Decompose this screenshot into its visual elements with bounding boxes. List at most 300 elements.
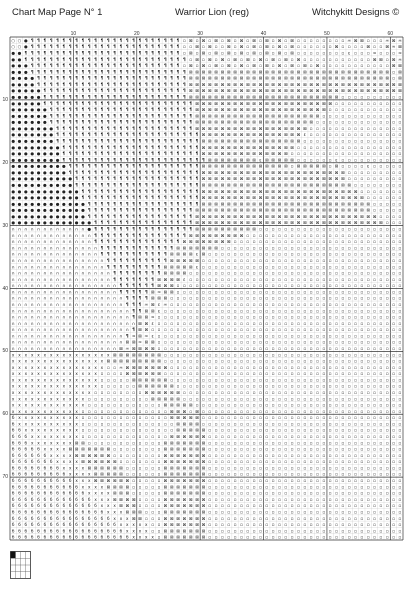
stitch-symbol: x xyxy=(30,371,34,377)
stitch-symbol: ∩ xyxy=(106,314,110,320)
stitch-symbol: ▫ xyxy=(144,478,148,484)
stitch-symbol: ▫ xyxy=(208,434,212,440)
stitch-symbol: ▫ xyxy=(392,270,395,276)
stitch-symbol: ⊠ xyxy=(309,213,313,219)
stitch-symbol: б xyxy=(87,522,91,528)
stitch-symbol: ⊠ xyxy=(163,490,168,496)
stitch-symbol: ∩ xyxy=(75,251,79,257)
stitch-symbol: ▫ xyxy=(366,452,370,458)
stitch-symbol: ▫ xyxy=(303,226,307,232)
stitch-symbol: ▫ xyxy=(309,132,313,138)
stitch-symbol: ▫ xyxy=(132,415,136,421)
stitch-symbol: ⊠ xyxy=(252,125,256,131)
stitch-symbol: б xyxy=(75,509,78,515)
stitch-symbol: ▫ xyxy=(335,239,338,245)
stitch-symbol: ⊠ xyxy=(188,427,193,433)
stitch-symbol: ▫ xyxy=(239,408,243,414)
stitch-symbol: ▫ xyxy=(379,390,383,395)
stitch-symbol: ⊠ xyxy=(233,213,237,219)
stitch-symbol: x xyxy=(11,364,15,370)
stitch-symbol: ▫ xyxy=(385,371,389,377)
stitch-symbol: ¶ xyxy=(125,88,129,94)
stitch-symbol: ⊠ xyxy=(150,345,155,351)
stitch-symbol: x xyxy=(87,383,91,389)
stitch-symbol: ▫ xyxy=(265,534,269,540)
stitch-symbol: x xyxy=(75,377,78,383)
stitch-symbol: б xyxy=(43,503,47,509)
stitch-symbol: ▫ xyxy=(144,402,148,408)
stitch-symbol: ▫ xyxy=(258,503,262,509)
stitch-symbol: ¶ xyxy=(163,245,167,251)
stitch-symbol: ¶ xyxy=(157,182,161,188)
stitch-symbol: ▫ xyxy=(157,490,161,496)
stitch-symbol: ⊠ xyxy=(252,94,256,100)
stitch-symbol: б xyxy=(24,509,28,515)
stitch-symbol: ¶ xyxy=(163,195,167,201)
stitch-symbol: ▫ xyxy=(271,245,275,251)
stitch-symbol: ⊠ xyxy=(360,37,364,43)
stitch-symbol: ▫ xyxy=(398,188,402,194)
stitch-symbol: ∩ xyxy=(113,327,117,333)
stitch-symbol: ⊠ xyxy=(182,496,187,502)
stitch-symbol: ⊠ xyxy=(296,119,301,125)
stitch-symbol: ▫ xyxy=(195,327,199,333)
stitch-symbol: ▫ xyxy=(328,364,332,370)
stitch-symbol: ▫ xyxy=(208,509,212,515)
stitch-symbol: ▫ xyxy=(309,515,313,521)
stitch-symbol: ▫ xyxy=(271,364,275,370)
stitch-symbol: ▫ xyxy=(316,295,319,301)
stitch-symbol: x xyxy=(49,446,53,452)
stitch-symbol: ¶ xyxy=(144,195,148,201)
stitch-symbol: ▫ xyxy=(233,434,237,440)
stitch-symbol: ⊠ xyxy=(163,440,168,446)
stitch-symbol: ▫ xyxy=(144,421,148,427)
stitch-symbol: ▫ xyxy=(366,509,370,515)
stitch-symbol: б xyxy=(24,446,28,452)
stitch-symbol: x xyxy=(37,352,40,358)
stitch-symbol: ▫ xyxy=(208,333,212,339)
stitch-symbol: ¶ xyxy=(100,107,104,113)
stitch-symbol: ∩ xyxy=(36,345,41,351)
stitch-symbol: ▫ xyxy=(385,239,389,245)
stitch-symbol: ▫ xyxy=(373,37,376,43)
stitch-symbol: ⊠ xyxy=(226,144,231,150)
stitch-symbol: ▫ xyxy=(277,339,281,345)
stitch-symbol: ▫ xyxy=(328,396,332,402)
stitch-symbol: ▫ xyxy=(303,283,307,289)
stitch-symbol: ¶ xyxy=(144,132,148,138)
stitch-symbol: ⊠ xyxy=(100,465,104,471)
stitch-symbol: ♒ xyxy=(119,364,123,370)
stitch-symbol: ▫ xyxy=(246,528,250,534)
stitch-symbol: ▫ xyxy=(246,421,250,427)
stitch-symbol: ∩ xyxy=(62,345,66,351)
stitch-symbol: ▫ xyxy=(125,459,129,465)
stitch-symbol: ▫ xyxy=(220,371,224,377)
stitch-symbol: ▫ xyxy=(379,402,383,408)
stitch-symbol: ∩ xyxy=(56,232,60,238)
stitch-symbol: ⊠ xyxy=(328,201,332,207)
stitch-symbol: ¶ xyxy=(163,125,167,131)
stitch-symbol: ⊠ xyxy=(245,169,250,175)
stitch-symbol: ⊠ xyxy=(176,534,180,540)
stitch-symbol: ∩ xyxy=(94,276,98,282)
stitch-symbol: ⊠ xyxy=(283,144,288,150)
stitch-symbol: ⊠ xyxy=(195,465,199,471)
stitch-symbol: ▫ xyxy=(303,402,307,408)
stitch-symbol: ▫ xyxy=(132,471,136,477)
stitch-symbol: ¶ xyxy=(144,138,148,144)
stitch-symbol: ▫ xyxy=(284,345,288,351)
stitch-symbol: ⊠ xyxy=(315,188,320,194)
stitch-symbol: ¶ xyxy=(75,151,78,157)
stitch-symbol: ∩ xyxy=(30,333,34,339)
stitch-symbol: ▫ xyxy=(252,257,256,263)
stitch-symbol: ⊠ xyxy=(283,201,288,207)
row-number: 10 xyxy=(2,96,8,103)
stitch-symbol: ● xyxy=(17,56,22,62)
stitch-symbol: ▫ xyxy=(303,427,307,433)
stitch-symbol: ¶ xyxy=(176,144,180,150)
stitch-symbol: ▫ xyxy=(106,408,110,414)
stitch-symbol: ▫ xyxy=(290,308,294,314)
stitch-symbol: ▫ xyxy=(316,226,319,232)
stitch-symbol: ¶ xyxy=(176,207,180,213)
stitch-symbol: ▫ xyxy=(214,270,218,276)
stitch-symbol: ▫ xyxy=(113,427,117,433)
stitch-symbol: ▫ xyxy=(182,352,186,358)
stitch-symbol: ⊠ xyxy=(195,484,199,490)
stitch-symbol: ▫ xyxy=(341,503,345,509)
stitch-symbol: ▫ xyxy=(341,371,345,377)
stitch-symbol: ● xyxy=(11,138,15,144)
stitch-symbol: ▫ xyxy=(144,434,148,440)
stitch-symbol: ▫ xyxy=(303,415,307,421)
stitch-symbol: ¶ xyxy=(119,100,123,106)
stitch-symbol: ▫ xyxy=(347,364,351,370)
stitch-symbol: ⊠ xyxy=(195,100,199,106)
stitch-symbol: б xyxy=(18,465,21,471)
stitch-symbol: ▫ xyxy=(220,383,224,389)
stitch-symbol: ▫ xyxy=(322,471,326,477)
stitch-symbol: ⊠ xyxy=(195,113,199,119)
stitch-symbol: ¶ xyxy=(113,63,116,69)
stitch-symbol: ▫ xyxy=(290,427,294,433)
stitch-symbol: ▫ xyxy=(284,352,288,358)
stitch-symbol: ⊠ xyxy=(239,220,244,226)
stitch-symbol: ⊠ xyxy=(322,207,326,213)
stitch-symbol: ⊠ xyxy=(302,75,307,81)
stitch-symbol: ▫ xyxy=(208,352,212,358)
stitch-symbol: ⊠ xyxy=(131,371,136,377)
stitch-symbol: б xyxy=(43,496,47,502)
stitch-symbol: ▫ xyxy=(227,377,231,383)
stitch-symbol: ▫ xyxy=(277,515,281,521)
stitch-symbol: ⊠ xyxy=(309,220,313,226)
stitch-symbol: x xyxy=(119,515,123,521)
stitch-symbol: ∩ xyxy=(81,264,85,270)
stitch-symbol: x xyxy=(87,471,91,477)
stitch-symbol: ¶ xyxy=(170,207,173,213)
stitch-symbol: ⊠ xyxy=(163,522,168,528)
stitch-symbol: ¶ xyxy=(125,94,129,100)
stitch-symbol: ⊠ xyxy=(239,207,244,213)
stitch-symbol: ¶ xyxy=(81,119,85,125)
stitch-symbol: ⊠ xyxy=(195,528,199,534)
stitch-symbol: ▫ xyxy=(322,157,326,163)
stitch-symbol: ▫ xyxy=(258,264,262,270)
stitch-symbol: ⊠ xyxy=(207,176,212,182)
stitch-symbol: ⊠ xyxy=(169,478,174,484)
stitch-symbol: ▫ xyxy=(258,245,262,251)
stitch-symbol: ▫ xyxy=(373,383,376,389)
stitch-symbol: ▫ xyxy=(284,37,288,43)
stitch-symbol: б xyxy=(113,528,116,534)
stitch-symbol: ∩ xyxy=(62,295,66,301)
stitch-symbol: ¶ xyxy=(144,125,148,131)
stitch-symbol: ▫ xyxy=(138,465,142,471)
stitch-symbol: ⊠ xyxy=(220,176,225,182)
stitch-symbol: ⊠ xyxy=(125,509,130,515)
stitch-symbol: ⊠ xyxy=(201,107,206,113)
stitch-symbol: ▫ xyxy=(316,522,319,528)
stitch-symbol: ⊠ xyxy=(309,188,313,194)
stitch-symbol: ⊠ xyxy=(138,320,142,326)
stitch-symbol: ¶ xyxy=(195,163,199,169)
stitch-symbol: ¶ xyxy=(125,132,129,138)
stitch-symbol: ▫ xyxy=(347,119,351,125)
stitch-symbol: ▫ xyxy=(322,144,326,150)
stitch-symbol: ⊠ xyxy=(157,377,161,383)
stitch-symbol: x xyxy=(62,371,66,377)
stitch-symbol: б xyxy=(100,515,104,521)
stitch-symbol: ¶ xyxy=(157,188,161,194)
stitch-symbol: ∩ xyxy=(43,295,47,301)
stitch-symbol: ▫ xyxy=(113,446,117,452)
stitch-symbol: ¶ xyxy=(49,50,53,56)
stitch-symbol: ▫ xyxy=(335,314,338,320)
stitch-symbol: ▫ xyxy=(341,320,345,326)
stitch-symbol: ⊠ xyxy=(290,125,294,131)
stitch-symbol: ▫ xyxy=(106,390,110,395)
stitch-symbol: ∩ xyxy=(81,276,85,282)
stitch-symbol: ∩ xyxy=(68,333,72,339)
stitch-symbol: ⊠ xyxy=(138,515,142,521)
stitch-symbol: ● xyxy=(11,107,15,113)
stitch-symbol: ⊠ xyxy=(322,94,326,100)
stitch-symbol: ▫ xyxy=(214,56,218,62)
stitch-symbol: ¶ xyxy=(157,201,161,207)
stitch-symbol: ∩ xyxy=(36,301,41,307)
stitch-symbol: ⊠ xyxy=(169,396,174,402)
stitch-symbol: ∩ xyxy=(24,239,28,245)
stitch-symbol: ▫ xyxy=(398,396,402,402)
stitch-symbol: ▫ xyxy=(233,383,237,389)
stitch-symbol: ▫ xyxy=(214,452,218,458)
stitch-symbol: ⊠ xyxy=(125,364,130,370)
stitch-symbol: б xyxy=(62,534,66,540)
stitch-symbol: ▫ xyxy=(347,427,351,433)
stitch-symbol: ⊠ xyxy=(271,100,275,106)
stitch-symbol: ▫ xyxy=(176,283,180,289)
stitch-symbol: ▫ xyxy=(220,352,224,358)
stitch-symbol: ⊠ xyxy=(239,232,244,238)
stitch-symbol: ▫ xyxy=(354,364,357,370)
stitch-symbol: ¶ xyxy=(68,119,72,125)
stitch-symbol: ¶ xyxy=(125,144,129,150)
stitch-symbol: ⊠ xyxy=(315,195,320,201)
stitch-symbol: ⊠ xyxy=(271,157,275,163)
stitch-symbol: ▫ xyxy=(379,509,383,515)
stitch-symbol: x xyxy=(24,408,28,414)
stitch-symbol: б xyxy=(18,496,21,502)
stitch-symbol: ∩ xyxy=(113,333,117,339)
column-number: 30 xyxy=(197,31,203,37)
stitch-symbol: ∩ xyxy=(11,289,15,295)
stitch-symbol: б xyxy=(30,528,34,534)
stitch-symbol: ▫ xyxy=(125,471,129,477)
stitch-symbol: ▫ xyxy=(360,289,364,295)
stitch-symbol: ▫ xyxy=(246,339,250,345)
stitch-symbol: ▫ xyxy=(335,421,338,427)
stitch-symbol: ▫ xyxy=(316,37,319,43)
stitch-symbol: ¶ xyxy=(62,44,66,50)
stitch-symbol: ▫ xyxy=(144,440,148,446)
stitch-symbol: ▫ xyxy=(246,408,250,414)
stitch-symbol: б xyxy=(56,509,59,515)
stitch-symbol: ▫ xyxy=(360,528,364,534)
stitch-symbol: ▫ xyxy=(335,144,338,150)
stitch-symbol: ▫ xyxy=(157,503,161,509)
stitch-symbol: ¶ xyxy=(68,37,72,43)
stitch-symbol: ▫ xyxy=(290,528,294,534)
stitch-symbol: ● xyxy=(49,188,54,194)
stitch-symbol: ▫ xyxy=(322,232,326,238)
stitch-symbol: ▫ xyxy=(220,415,224,421)
stitch-symbol: ⊠ xyxy=(195,471,199,477)
stitch-symbol: ⊠ xyxy=(302,207,307,213)
stitch-symbol: ¶ xyxy=(182,157,186,163)
stitch-symbol: ¶ xyxy=(132,283,135,289)
stitch-symbol: ▫ xyxy=(214,421,218,427)
stitch-symbol: ⊠ xyxy=(163,390,168,395)
stitch-symbol: ▫ xyxy=(233,239,237,245)
stitch-symbol: ⊠ xyxy=(226,151,231,157)
stitch-symbol: ε xyxy=(183,276,186,282)
stitch-symbol: ¶ xyxy=(176,132,180,138)
stitch-symbol: ▫ xyxy=(373,100,376,106)
stitch-symbol: ▫ xyxy=(94,434,97,440)
stitch-symbol: ▫ xyxy=(132,396,136,402)
stitch-symbol: x xyxy=(49,383,53,389)
stitch-symbol: ▫ xyxy=(316,257,319,263)
stitch-symbol: ▫ xyxy=(258,358,262,364)
stitch-symbol: ▫ xyxy=(379,534,383,540)
stitch-symbol: ⊠ xyxy=(296,69,301,75)
stitch-symbol: ▫ xyxy=(214,446,218,452)
stitch-symbol: ▫ xyxy=(265,484,269,490)
stitch-symbol: ▫ xyxy=(271,339,275,345)
stitch-symbol: ▫ xyxy=(239,345,243,351)
stitch-symbol: ▫ xyxy=(309,459,313,465)
stitch-symbol: ▫ xyxy=(296,232,300,238)
stitch-symbol: ▫ xyxy=(328,528,332,534)
stitch-symbol: ▫ xyxy=(125,396,129,402)
stitch-symbol: ⊠ xyxy=(309,113,313,119)
stitch-symbol: ⊠ xyxy=(271,69,275,75)
stitch-symbol: x xyxy=(43,402,47,408)
stitch-symbol: ▫ xyxy=(239,434,243,440)
stitch-symbol: ▫ xyxy=(322,301,326,307)
stitch-symbol: ● xyxy=(24,63,28,69)
stitch-symbol: ▫ xyxy=(284,301,288,307)
stitch-symbol: ⊠ xyxy=(239,201,244,207)
stitch-symbol: ▫ xyxy=(296,320,300,326)
stitch-symbol: x xyxy=(11,396,15,402)
stitch-symbol: ¶ xyxy=(113,188,116,194)
stitch-symbol: ▫ xyxy=(328,320,332,326)
stitch-symbol: ▫ xyxy=(189,339,193,345)
stitch-symbol: ▫ xyxy=(373,182,376,188)
stitch-symbol: ¶ xyxy=(106,232,110,238)
stitch-symbol: ▫ xyxy=(214,333,218,339)
stitch-symbol: ▫ xyxy=(303,515,307,521)
stitch-symbol: ▫ xyxy=(220,503,224,509)
stitch-symbol: ⊠ xyxy=(302,176,307,182)
stitch-symbol: ⊠ xyxy=(214,100,218,106)
stitch-symbol: ▫ xyxy=(214,308,218,314)
stitch-symbol: ∩ xyxy=(56,301,60,307)
stitch-symbol: ▫ xyxy=(246,377,250,383)
stitch-symbol: ∩ xyxy=(11,320,15,326)
stitch-symbol: ▫ xyxy=(398,113,402,119)
stitch-symbol: ¶ xyxy=(125,119,129,125)
stitch-symbol: ▫ xyxy=(328,107,332,113)
stitch-symbol: ⊠ xyxy=(283,119,288,125)
stitch-symbol: x xyxy=(75,352,78,358)
stitch-symbol: ▫ xyxy=(214,515,218,521)
stitch-symbol: ▫ xyxy=(385,163,389,169)
stitch-symbol: ⊠ xyxy=(283,207,288,213)
stitch-symbol: ▫ xyxy=(392,195,395,201)
stitch-symbol: ▫ xyxy=(227,301,231,307)
stitch-symbol: ¶ xyxy=(106,50,110,56)
stitch-symbol: ● xyxy=(30,132,35,138)
stitch-symbol: ⊠ xyxy=(226,195,231,201)
stitch-symbol: ⊠ xyxy=(283,88,288,94)
stitch-symbol: ▫ xyxy=(309,427,313,433)
stitch-symbol: ▫ xyxy=(303,528,307,534)
stitch-symbol: x xyxy=(56,415,59,421)
stitch-symbol: ¶ xyxy=(87,132,91,138)
stitch-symbol: ⊠ xyxy=(195,220,199,226)
stitch-symbol: x xyxy=(49,427,53,433)
stitch-symbol: ▫ xyxy=(87,427,91,433)
stitch-symbol: ¶ xyxy=(30,50,34,56)
stitch-symbol: ¶ xyxy=(138,308,142,314)
stitch-symbol: ▫ xyxy=(354,345,357,351)
stitch-symbol: ▫ xyxy=(189,301,193,307)
stitch-symbol: ▫ xyxy=(341,245,345,251)
stitch-symbol: ⊠ xyxy=(347,201,351,207)
stitch-symbol: ⊠ xyxy=(226,125,231,131)
stitch-symbol: ¶ xyxy=(144,251,148,257)
stitch-symbol: ¶ xyxy=(163,107,167,113)
stitch-symbol: ▫ xyxy=(252,239,256,245)
stitch-symbol: ¶ xyxy=(81,163,85,169)
stitch-symbol: ¶ xyxy=(144,270,148,276)
